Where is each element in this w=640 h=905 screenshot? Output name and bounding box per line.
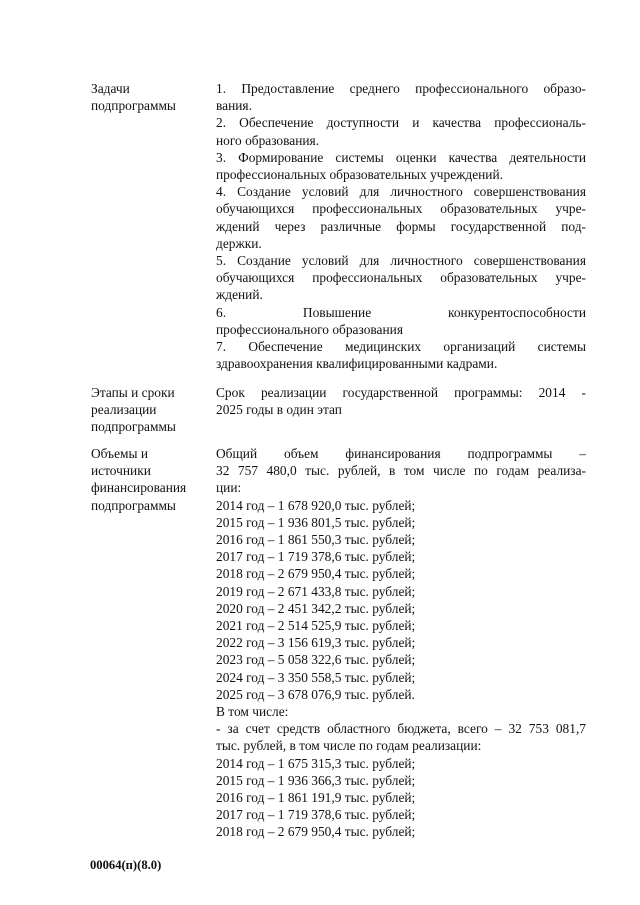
- content-line: Срок реализации государственной программы: 2014 -: [216, 385, 586, 400]
- content-line: ции:: [216, 480, 242, 496]
- content-line: 4. Создание условий для личностного совершенствования: [216, 184, 586, 200]
- content-line: 2025 годы в один этап: [216, 402, 342, 418]
- content-line: 2020 год – 2 451 342,2 тыс. рублей;: [216, 600, 416, 616]
- content-line: вания.: [216, 98, 252, 114]
- content-line: 2018 год – 2 679 950,4 тыс. рублей;: [216, 824, 416, 840]
- content-line: 2023 год – 5 058 322,6 тыс. рублей;: [216, 652, 416, 668]
- content-line: 7. Обеспечение медицинских организаций системы: [216, 339, 586, 355]
- content-line: профессиональных образовательных учреждений.: [216, 167, 503, 183]
- content-line: 2016 год – 1 861 191,9 тыс. рублей;: [216, 790, 416, 806]
- content-line: 6. Повышение конкурентоспособности: [216, 304, 586, 320]
- content-line: Общий объем финансирования подпрограммы –: [216, 446, 586, 461]
- content-line: ждений.: [216, 287, 263, 303]
- label-line: подпрограммы: [91, 98, 176, 114]
- content-line: 2015 год – 1 936 801,5 тыс. рублей;: [216, 514, 416, 530]
- content-line: 2014 год – 1 678 920,0 тыс. рублей;: [216, 497, 416, 513]
- section-content: [216, 445, 586, 841]
- content-line: 2018 год – 2 679 950,4 тыс. рублей;: [216, 566, 416, 582]
- content-line: тыс. рублей, в том числе по годам реализации:: [216, 738, 482, 754]
- content-line: В том числе:: [216, 704, 289, 720]
- content-line: 2021 год – 2 514 525,9 тыс. рублей;: [216, 618, 416, 634]
- label-line: Объемы и: [91, 446, 149, 461]
- label-line: финансирования: [91, 480, 187, 496]
- section-label: [91, 445, 209, 514]
- content-line: обучающихся профессиональных образовательных учре-: [216, 270, 586, 286]
- section-content: [216, 384, 586, 418]
- content-line: 2017 год – 1 719 378,6 тыс. рублей;: [216, 549, 416, 565]
- content-line: 2019 год – 2 671 433,8 тыс. рублей;: [216, 583, 416, 599]
- content-line: 2016 год – 1 861 550,3 тыс. рублей;: [216, 532, 416, 548]
- section-label: [91, 384, 209, 436]
- label-line: Задачи: [91, 81, 130, 96]
- content-line: профессионального образования: [216, 321, 403, 337]
- content-line: - за счет средств областного бюджета, всего – 32 753 081,7: [216, 721, 586, 737]
- content-line: 2015 год – 1 936 366,3 тыс. рублей;: [216, 772, 416, 788]
- document-code: 00064(п)(8.0): [90, 858, 162, 872]
- content-line: 3. Формирование системы оценки качества деятельности: [216, 149, 586, 165]
- content-line: ждений через различные формы государственной под-: [216, 218, 586, 234]
- content-line: 2. Обеспечение доступности и качества профессиональ-: [216, 115, 586, 131]
- content-line: 2024 год – 3 350 558,5 тыс. рублей;: [216, 669, 416, 685]
- content-line: 5. Создание условий для личностного совершенствования: [216, 253, 586, 269]
- label-line: Этапы и сроки: [91, 385, 175, 400]
- content-line: 2025 год – 3 678 076,9 тыс. рублей.: [216, 686, 415, 702]
- content-line: здравоохранения квалифицированными кадрами.: [216, 356, 498, 372]
- content-line: 32 757 480,0 тыс. рублей, в том числе по годам реализа-: [216, 463, 586, 479]
- label-line: подпрограммы: [91, 419, 176, 435]
- content-line: 2014 год – 1 675 315,3 тыс. рублей;: [216, 755, 416, 771]
- content-line: держки.: [216, 235, 262, 251]
- label-line: источники: [91, 463, 151, 479]
- content-line: 1. Предоставление среднего профессионального образо-: [216, 81, 586, 96]
- content-line: обучающихся профессиональных образовательных учре-: [216, 201, 586, 217]
- section-label: [91, 80, 209, 114]
- section-content: [216, 80, 586, 372]
- label-line: подпрограммы: [91, 497, 176, 513]
- label-line: реализации: [91, 402, 157, 418]
- content-line: 2022 год – 3 156 619,3 тыс. рублей;: [216, 635, 416, 651]
- content-line: 2017 год – 1 719 378,6 тыс. рублей;: [216, 807, 416, 823]
- content-line: ного образования.: [216, 132, 320, 148]
